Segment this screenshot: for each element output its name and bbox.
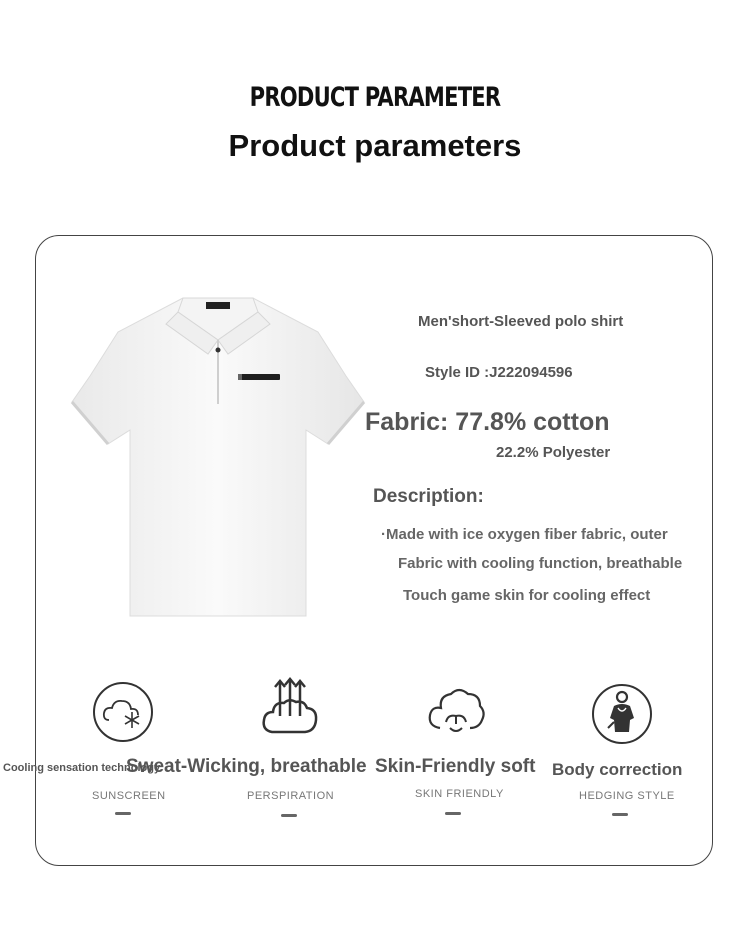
feature-subtitle: SUNSCREEN xyxy=(92,790,166,802)
product-name: Men'short-Sleeved polo shirt xyxy=(418,313,624,330)
cloud-arrows-icon xyxy=(258,676,322,740)
description-line: Touch game skin for cooling effect xyxy=(403,587,651,604)
feature-title: Cooling sensation technology xyxy=(3,762,161,774)
snowflake-cloud-icon xyxy=(91,680,155,744)
polo-shirt-image xyxy=(68,284,368,620)
feature-subtitle: SKIN FRIENDLY xyxy=(415,788,504,800)
feature-title: Body correction xyxy=(552,760,683,779)
feature-title: Sweat-Wicking, breathable xyxy=(126,756,367,777)
description-line: ·Made with ice oxygen fiber fabric, outer xyxy=(381,526,668,543)
fabric-secondary: 22.2% Polyester xyxy=(496,444,611,461)
style-id: Style ID :J222094596 xyxy=(425,364,573,381)
feature-title: Skin-Friendly soft xyxy=(375,756,536,777)
fabric-composition: Fabric: 77.8% cotton xyxy=(365,408,610,436)
feature-subtitle: PERSPIRATION xyxy=(247,790,335,802)
body-silhouette-icon xyxy=(590,682,654,746)
feature-divider xyxy=(115,812,131,815)
section-title: Product parameters xyxy=(228,128,522,163)
section-title-en: PRODUCT PARAMETER xyxy=(249,82,501,113)
description-line: Fabric with cooling function, breathable xyxy=(398,555,683,572)
feature-divider xyxy=(612,813,628,816)
feature-divider xyxy=(281,814,297,817)
feature-subtitle: HEDGING STYLE xyxy=(579,790,675,802)
feature-divider xyxy=(445,812,461,815)
cotton-icon xyxy=(424,678,488,742)
description-heading: Description: xyxy=(373,486,484,507)
